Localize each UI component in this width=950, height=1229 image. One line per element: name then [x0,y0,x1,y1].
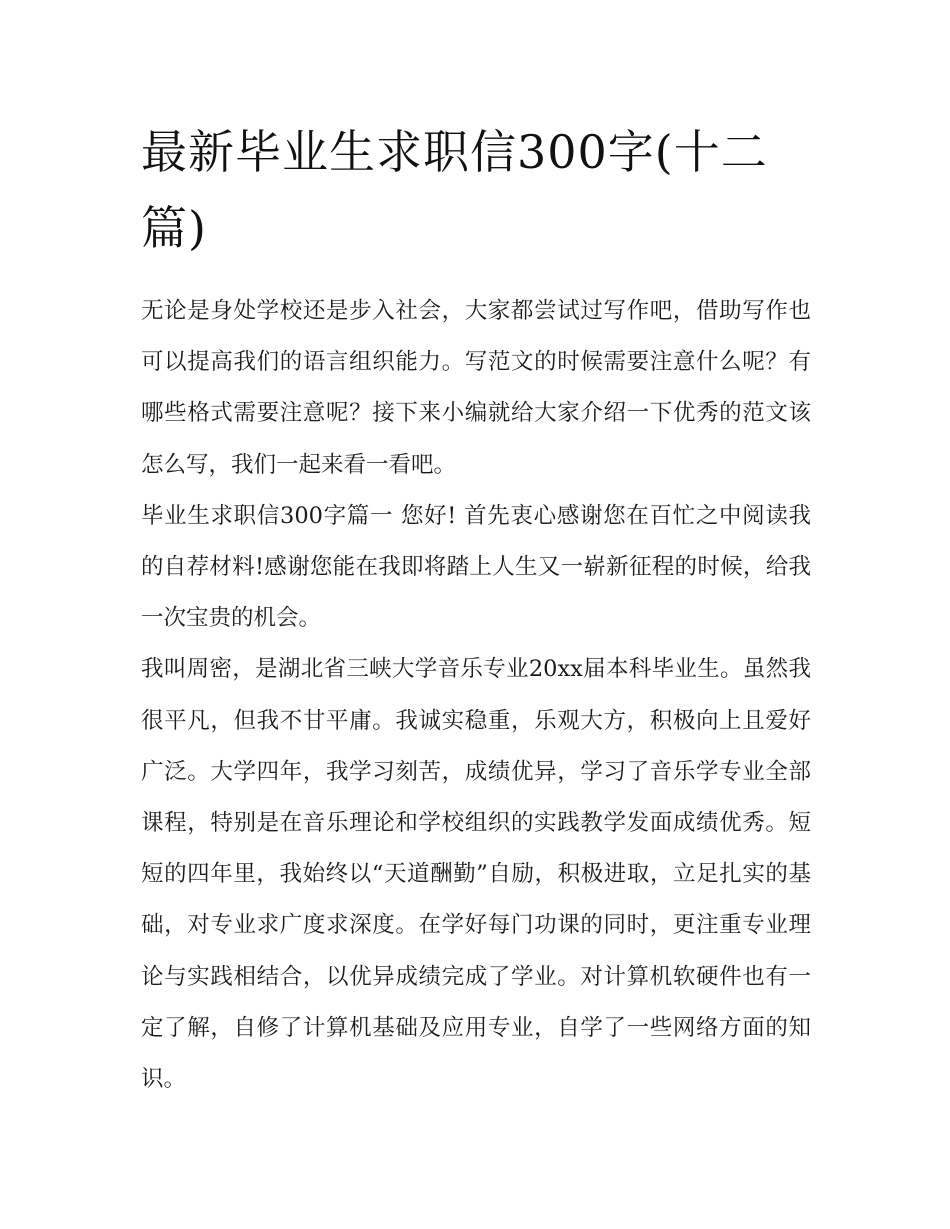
letter-opening-paragraph: 毕业生求职信300字篇一 您好! 首先衷心感谢您在百忙之中阅读我的自荐材料!感谢您能在我即将踏上人生又一崭新征程的时候，给我一次宝贵的机会。 [141,502,811,632]
intro-paragraph: 无论是身处学校还是步入社会，大家都尝试过写作吧，借助写作也可以提高我们的语言组织能力。写范文的时候需要注意什么呢？有哪些格式需要注意呢？接下来小编就给大家介绍一下优秀的范文该怎么写，我们一起来看一看吧。 [141,298,811,478]
document-content [141,114,811,1105]
document-title: 最新毕业生求职信300字(十二篇) [141,125,768,255]
self-introduction-paragraph: 我叫周密，是湖北省三峡大学音乐专业20xx届本科毕业生。虽然我很平凡，但我不甘平庸。我诚实稳重，乐观大方，积极向上且爱好广泛。大学四年，我学习刻苦，成绩优异，学习了音乐学专业全部课程，特别是在音乐理论和学校组织的实践教学发面成绩优秀。短短的四年里，我始终以“天道酬勤”自励，积极进取，立足扎实的基础，对专业求广度求深度。在学好每门功课的同时，更注重专业理论与实践相结合，以优异成绩完成了学业。对计算机软硬件也有一定了解，自修了计算机基础及应用专业，自学了一些网络方面的知识。 [141,656,811,1093]
document-body [141,286,811,1105]
